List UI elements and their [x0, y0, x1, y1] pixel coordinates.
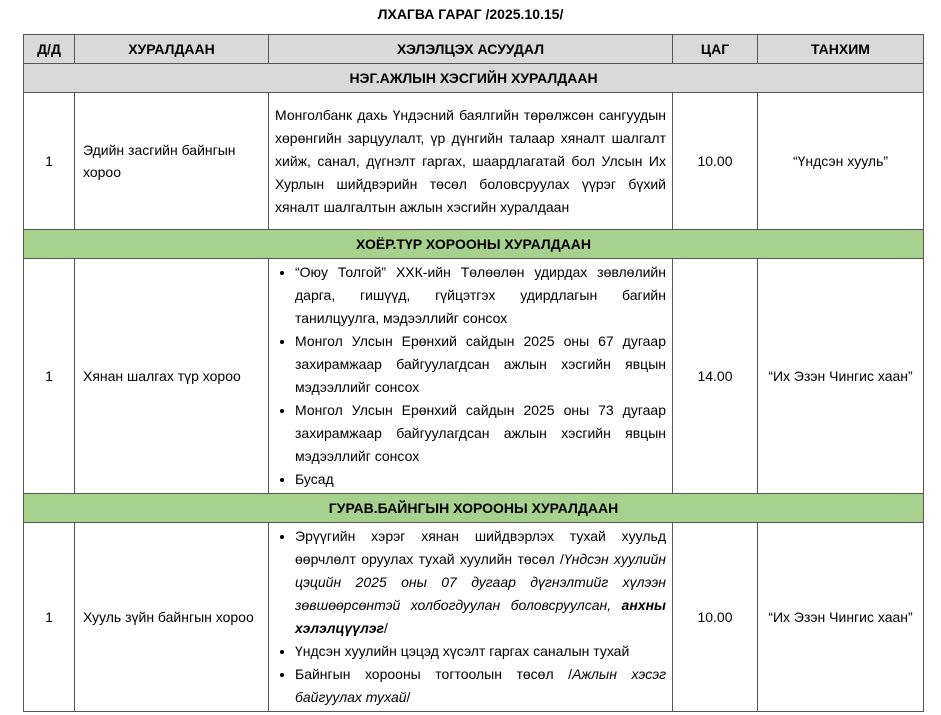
- page-title: ЛХАГВА ГАРАГ /2025.10.15/: [377, 6, 564, 22]
- meeting-name: Хянан шалгах түр хороо: [75, 259, 269, 494]
- header-room: ТАНХИМ: [758, 35, 924, 64]
- topic-list-cell: [269, 523, 673, 712]
- section-title: ХОЁР.ТҮР ХОРООНЫ ХУРАЛДААН: [24, 230, 924, 259]
- topic-list: [275, 525, 666, 709]
- time-cell: 10.00: [673, 93, 758, 230]
- header-topic: ХЭЛЭЛЦЭХ АСУУДАЛ: [269, 35, 673, 64]
- header-row: [24, 35, 924, 64]
- section-header-2: [24, 230, 924, 259]
- header-time: ЦАГ: [673, 35, 758, 64]
- list-item: [295, 663, 666, 709]
- header-num: Д/Д: [24, 35, 75, 64]
- topic-text: Монголбанк дахь Үндэсний баялгийн төрөлжсөн сангуудын хөрөнгийн зарцуулалт, үр дүнгийн талаар хяналт шалгалт хийж, санал, дүгнэлт гаргах, шаардлагатай бол Улсын Их Хурлын шийдвэрийн төсөл боловсруулах үүрэг бүхий хяналт шалгалтын ажлын хэсгийн хуралдаан: [269, 93, 673, 230]
- room-cell: “Их Эзэн Чингис хаан”: [758, 259, 924, 494]
- room-cell: “Их Эзэн Чингис хаан”: [758, 523, 924, 712]
- item-end: /: [406, 689, 411, 705]
- table-row: [24, 523, 924, 712]
- item-bold-italic-text: анхны хэлэлцүүлэг: [295, 597, 666, 636]
- item-italic-text: Ажлын хэсэг байгуулах тухай: [295, 666, 666, 705]
- list-item: • Үндсэн хуулийн цэцэд хүсэлт гаргах саналын тухай: [295, 640, 666, 663]
- time-cell: 14.00: [673, 259, 758, 494]
- item-text: Эрүүгийн хэрэг хянан шийдвэрлэх тухай хуульд өөрчлөлт оруулах тухай хуулийн төсөл /: [295, 528, 666, 567]
- meeting-name: Эдийн засгийн байнгын хороо: [75, 93, 269, 230]
- room-cell: “Үндсэн хууль”: [758, 93, 924, 230]
- item-text: Байнгын хорооны тогтоолын төсөл /: [295, 666, 573, 682]
- table-row: [24, 93, 924, 230]
- row-number: 1: [24, 93, 75, 230]
- item-italic-text: Үндсэн хуулийн цэцийн 2025 оны 07 дугаар дүгнэлтийг хүлээн зөвшөөрсөнтэй холбогдуулан боловсруулсан,: [295, 551, 666, 613]
- row-number: 1: [24, 259, 75, 494]
- section-header-1: [24, 64, 924, 93]
- item-end: /: [384, 620, 388, 636]
- time-cell: 10.00: [673, 523, 758, 712]
- topic-list: [275, 261, 666, 491]
- meeting-name: Хууль зүйн байнгын хороо: [75, 523, 269, 712]
- section-title: НЭГ.АЖЛЫН ХЭСГИЙН ХУРАЛДААН: [24, 64, 924, 93]
- list-item: [295, 525, 666, 640]
- schedule-table: [23, 34, 924, 712]
- header-meeting: ХУРАЛДААН: [75, 35, 269, 64]
- list-item: • Бусад: [295, 468, 666, 491]
- section-title: ГУРАВ.БАЙНГЫН ХОРООНЫ ХУРАЛДААН: [24, 494, 924, 523]
- list-item: • Монгол Улсын Ерөнхий сайдын 2025 оны 73 дугаар захирамжаар байгуулагдсан ажлын хэсгийн явцын мэдээллийг сонсох: [295, 399, 666, 468]
- list-item: • Монгол Улсын Ерөнхий сайдын 2025 оны 67 дугаар захирамжаар байгуулагдсан ажлын хэсгийн явцын мэдээллийг сонсох: [295, 330, 666, 399]
- list-item: • “Оюу Толгой” ХХК-ийн Төлөөлөн удирдах зөвлөлийн дарга, гишүүд, гүйцэтгэх удирдлагын багийн танилцуулга, мэдээллийг сонсох: [295, 261, 666, 330]
- section-header-3: [24, 494, 924, 523]
- table-row: [24, 259, 924, 494]
- topic-list-cell: [269, 259, 673, 494]
- row-number: 1: [24, 523, 75, 712]
